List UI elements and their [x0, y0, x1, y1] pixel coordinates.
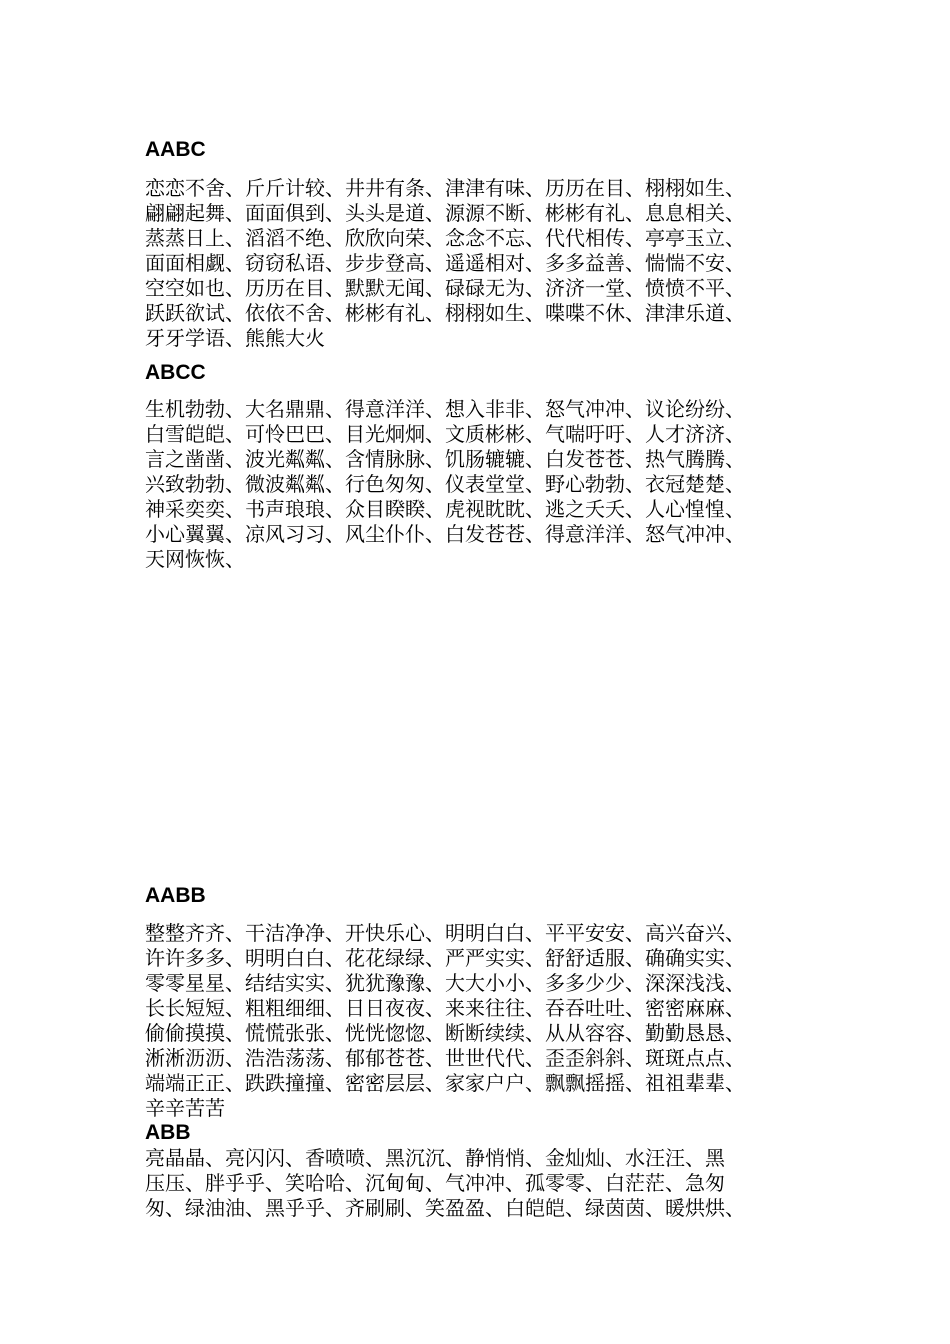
idiom-list: [145, 397, 835, 572]
text-line: 匆、绿油油、黑乎乎、齐刷刷、笑盈盈、白皑皑、绿茵茵、暖烘烘、: [145, 1196, 745, 1220]
text-line: 小心翼翼、凉风习习、风尘仆仆、白发苍苍、得意洋洋、怒气冲冲、: [145, 522, 745, 546]
text-line: 整整齐齐、干洁净净、开快乐心、明明白白、平平安安、高兴奋兴、: [145, 921, 745, 945]
section-heading: ABB: [145, 1121, 191, 1144]
text-line: 端端正正、跌跌撞撞、密密层层、家家户户、飘飘摇摇、祖祖辈辈、: [145, 1071, 745, 1095]
text-line: 面面相觑、窃窃私语、步步登高、遥遥相对、多多益善、惴惴不安、: [145, 251, 745, 275]
text-line: 言之凿凿、波光粼粼、含情脉脉、饥肠辘辘、白发苍苍、热气腾腾、: [145, 447, 745, 471]
text-line: 天网恢恢、: [145, 547, 245, 571]
section-abb: [145, 1122, 835, 1221]
text-line: 恋恋不舍、斤斤计较、井井有条、津津有味、历历在目、栩栩如生、: [145, 176, 745, 200]
idiom-list: [145, 1146, 835, 1221]
text-line: 蒸蒸日上、滔滔不绝、欣欣向荣、念念不忘、代代相传、亭亭玉立、: [145, 226, 745, 250]
section-heading: AABC: [145, 138, 206, 161]
text-line: 兴致勃勃、微波粼粼、行色匆匆、仪表堂堂、野心勃勃、衣冠楚楚、: [145, 472, 745, 496]
idiom-list: [145, 921, 835, 1121]
text-line: 零零星星、结结实实、犹犹豫豫、大大小小、多多少少、深深浅浅、: [145, 971, 745, 995]
text-line: 神采奕奕、书声琅琅、众目睽睽、虎视眈眈、逃之夭夭、人心惶惶、: [145, 497, 745, 521]
text-line: 翩翩起舞、面面俱到、头头是道、源源不断、彬彬有礼、息息相关、: [145, 201, 745, 225]
text-line: 牙牙学语、熊熊大火: [145, 326, 325, 350]
text-line: 生机勃勃、大名鼎鼎、得意洋洋、想入非非、怒气冲冲、议论纷纷、: [145, 397, 745, 421]
section-heading: ABCC: [145, 361, 206, 384]
idiom-list: [145, 176, 835, 351]
text-line: 许许多多、明明白白、花花绿绿、严严实实、舒舒适服、确确实实、: [145, 946, 745, 970]
text-line: 亮晶晶、亮闪闪、香喷喷、黑沉沉、静悄悄、金灿灿、水汪汪、黑: [145, 1146, 725, 1170]
text-line: 白雪皑皑、可怜巴巴、目光炯炯、文质彬彬、气喘吁吁、人才济济、: [145, 422, 745, 446]
section-aabc: [145, 138, 835, 351]
text-line: 跃跃欲试、依依不舍、彬彬有礼、栩栩如生、喋喋不休、津津乐道、: [145, 301, 745, 325]
text-line: 辛辛苦苦: [145, 1096, 225, 1120]
section-abcc: [145, 361, 835, 572]
text-line: 空空如也、历历在目、默默无闻、碌碌无为、济济一堂、愤愤不平、: [145, 276, 745, 300]
section-aabb: [145, 884, 835, 1121]
text-line: 长长短短、粗粗细细、日日夜夜、来来往往、吞吞吐吐、密密麻麻、: [145, 996, 745, 1020]
text-line: 偷偷摸摸、慌慌张张、恍恍惚惚、断断续续、从从容容、勤勤恳恳、: [145, 1021, 745, 1045]
text-line: 淅淅沥沥、浩浩荡荡、郁郁苍苍、世世代代、歪歪斜斜、斑斑点点、: [145, 1046, 745, 1070]
section-heading: AABB: [145, 884, 206, 907]
text-line: 压压、胖乎乎、笑哈哈、沉甸甸、气冲冲、孤零零、白茫茫、急匆: [145, 1171, 725, 1195]
